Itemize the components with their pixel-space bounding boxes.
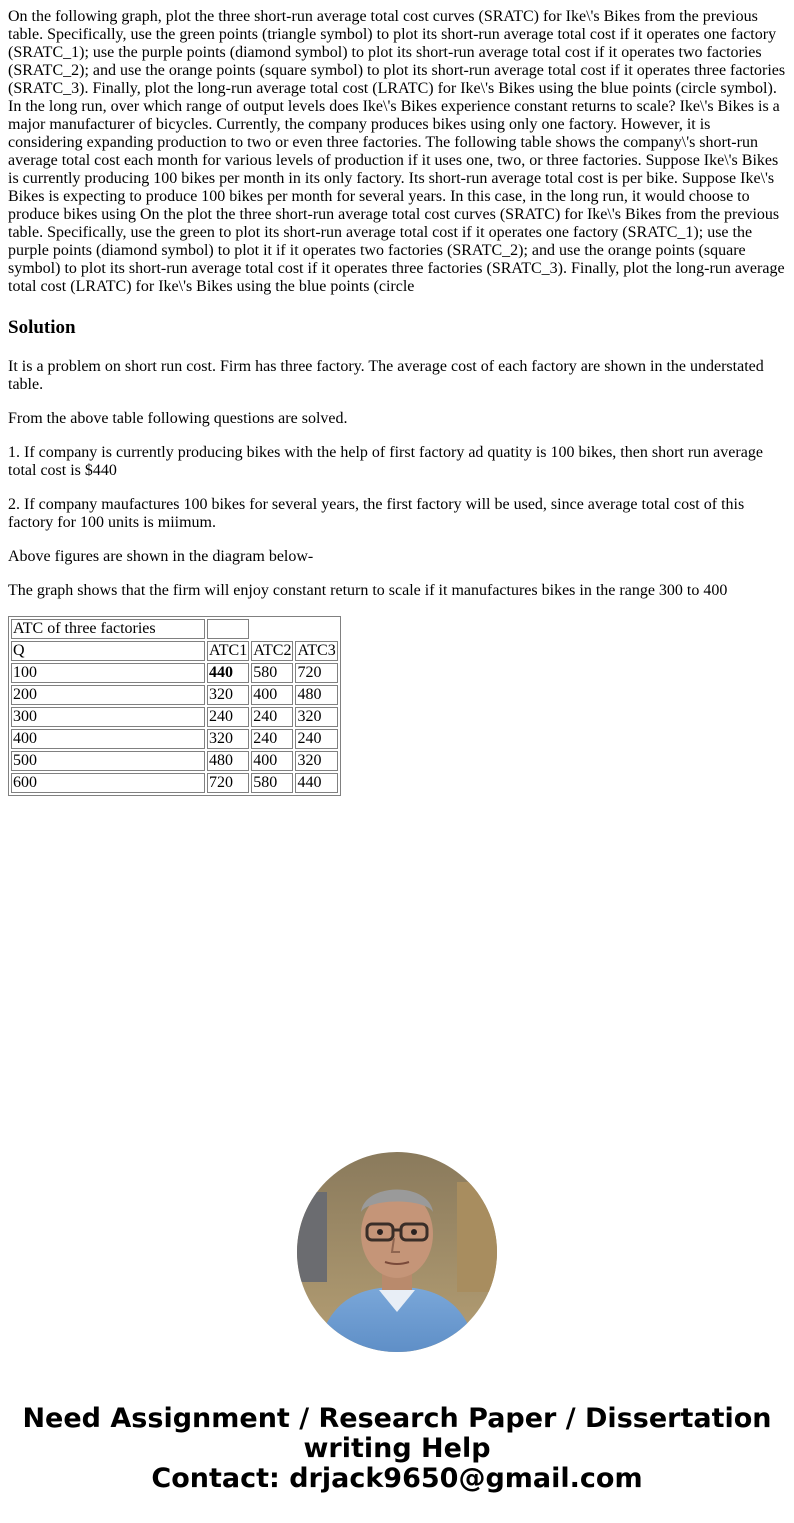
footer-line-1: Need Assignment / Research Paper / Dissertation bbox=[22, 1403, 772, 1434]
table-row bbox=[11, 729, 338, 749]
solution-paragraph-3: 1. If company is currently producing bikes with the help of first factory ad quatity is 100 bikes, then short run average total cost is $440 bbox=[8, 444, 763, 479]
cell-q: 100 bbox=[11, 663, 205, 683]
footer-contact: Contact: drjack9650@gmail.com bbox=[151, 1463, 643, 1494]
cell-atc2: 400 bbox=[251, 751, 293, 771]
cell-atc2: 240 bbox=[251, 707, 293, 727]
cell-q: 200 bbox=[11, 685, 205, 705]
cell-atc3: 480 bbox=[295, 685, 337, 705]
cell-atc1: 720 bbox=[207, 773, 249, 793]
table-caption-row bbox=[11, 619, 338, 639]
cell-atc1: 240 bbox=[207, 707, 249, 727]
solution-paragraph-2: From the above table following questions are solved. bbox=[8, 410, 348, 427]
footer-line-2: writing Help bbox=[303, 1433, 491, 1464]
cell-atc1: 480 bbox=[207, 751, 249, 771]
header-atc3: ATC3 bbox=[297, 642, 336, 659]
table-header-row bbox=[11, 641, 338, 661]
cell-atc3: 720 bbox=[295, 663, 337, 683]
cell-atc1-bold: 440 bbox=[209, 664, 233, 681]
author-avatar bbox=[297, 1152, 497, 1352]
cell-atc3: 440 bbox=[295, 773, 337, 793]
cell-atc3: 320 bbox=[295, 707, 337, 727]
table-caption: ATC of three factories bbox=[11, 619, 205, 639]
solution-heading: Solution bbox=[8, 317, 76, 338]
author-portrait-image bbox=[297, 1152, 497, 1352]
cell-atc2: 580 bbox=[251, 773, 293, 793]
cell-atc1: 320 bbox=[207, 729, 249, 749]
atc-table bbox=[8, 616, 341, 796]
document-body bbox=[8, 8, 786, 796]
cell-atc2: 580 bbox=[251, 663, 293, 683]
table-row bbox=[11, 751, 338, 771]
question-text: On the following graph, plot the three short-run average total cost curves (SRATC) for Ike\'s Bikes from the previous table. Specifically, use the green points (triangle symbol) to plot its short-run average total cost if it operates one factory (SRATC_1); use the purple points (diamond symbol) to plot its short-run average total cost if it operates two factories (SRATC_2); and use the orange points (square symbol) to plot its short-run average total cost if it operates three factories (SRATC_3). Finally, plot the long-run average total cost (LRATC) for Ike\'s Bikes using the blue points (circle symbol). In the long run, over which range of output levels does Ike\'s Bikes experience constant returns to scale? Ike\'s Bikes is a major manufacturer of bicycles. Currently, the company produces bikes using only one factory. However, it is considering expanding production to two or even three factories. The following table shows the company\'s short-run average total cost each month for various levels of production if it uses one, two, or three factories. Suppose Ike\'s Bikes is currently producing 100 bikes per month in its only factory. Its short-run average total cost is per bike. Suppose Ike\'s Bikes is expecting to produce 100 bikes per month for several years. In this case, in the long run, it would choose to produce bikes using On the plot the three short-run average total cost curves (SRATC) for Ike\'s Bikes from the previous table. Specifically, use the green to plot its short-run average total cost if it operates one factory (SRATC_1); use the purple points (diamond symbol) to plot it if it operates two factories (SRATC_2); and use the orange points (square symbol) to plot its short-run average total cost if it operates three factories (SRATC_3). Finally, plot the long-run average total cost (LRATC) for Ike\'s Bikes using the blue points (circle bbox=[8, 8, 786, 295]
table-row bbox=[11, 773, 338, 793]
cell-atc2: 240 bbox=[251, 729, 293, 749]
table-row bbox=[11, 685, 338, 705]
header-atc2: ATC2 bbox=[253, 642, 292, 659]
table-row bbox=[11, 707, 338, 727]
solution-paragraph-5: Above figures are shown in the diagram below- bbox=[8, 548, 314, 565]
cell-atc3: 320 bbox=[295, 751, 337, 771]
footer-banner bbox=[0, 1404, 794, 1494]
cell-q: 500 bbox=[11, 751, 205, 771]
cell-q: 300 bbox=[11, 707, 205, 727]
table-caption-empty-cell bbox=[207, 619, 249, 639]
solution-paragraph-6: The graph shows that the firm will enjoy constant return to scale if it manufactures bikes in the range 300 to 400 bbox=[8, 582, 728, 599]
cell-atc1 bbox=[207, 663, 249, 683]
cell-atc3: 240 bbox=[295, 729, 337, 749]
header-q: Q bbox=[11, 641, 205, 661]
cell-atc2: 400 bbox=[251, 685, 293, 705]
header-atc1: ATC1 bbox=[209, 642, 248, 659]
solution-paragraph-4: 2. If company maufactures 100 bikes for several years, the first factory will be used, since average total cost of this factory for 100 units is miimum. bbox=[8, 496, 745, 531]
cell-atc1: 320 bbox=[207, 685, 249, 705]
cell-q: 600 bbox=[11, 773, 205, 793]
solution-paragraph-1: It is a problem on short run cost. Firm has three factory. The average cost of each factory are shown in the understated table. bbox=[8, 358, 764, 393]
table-row bbox=[11, 663, 338, 683]
cell-q: 400 bbox=[11, 729, 205, 749]
